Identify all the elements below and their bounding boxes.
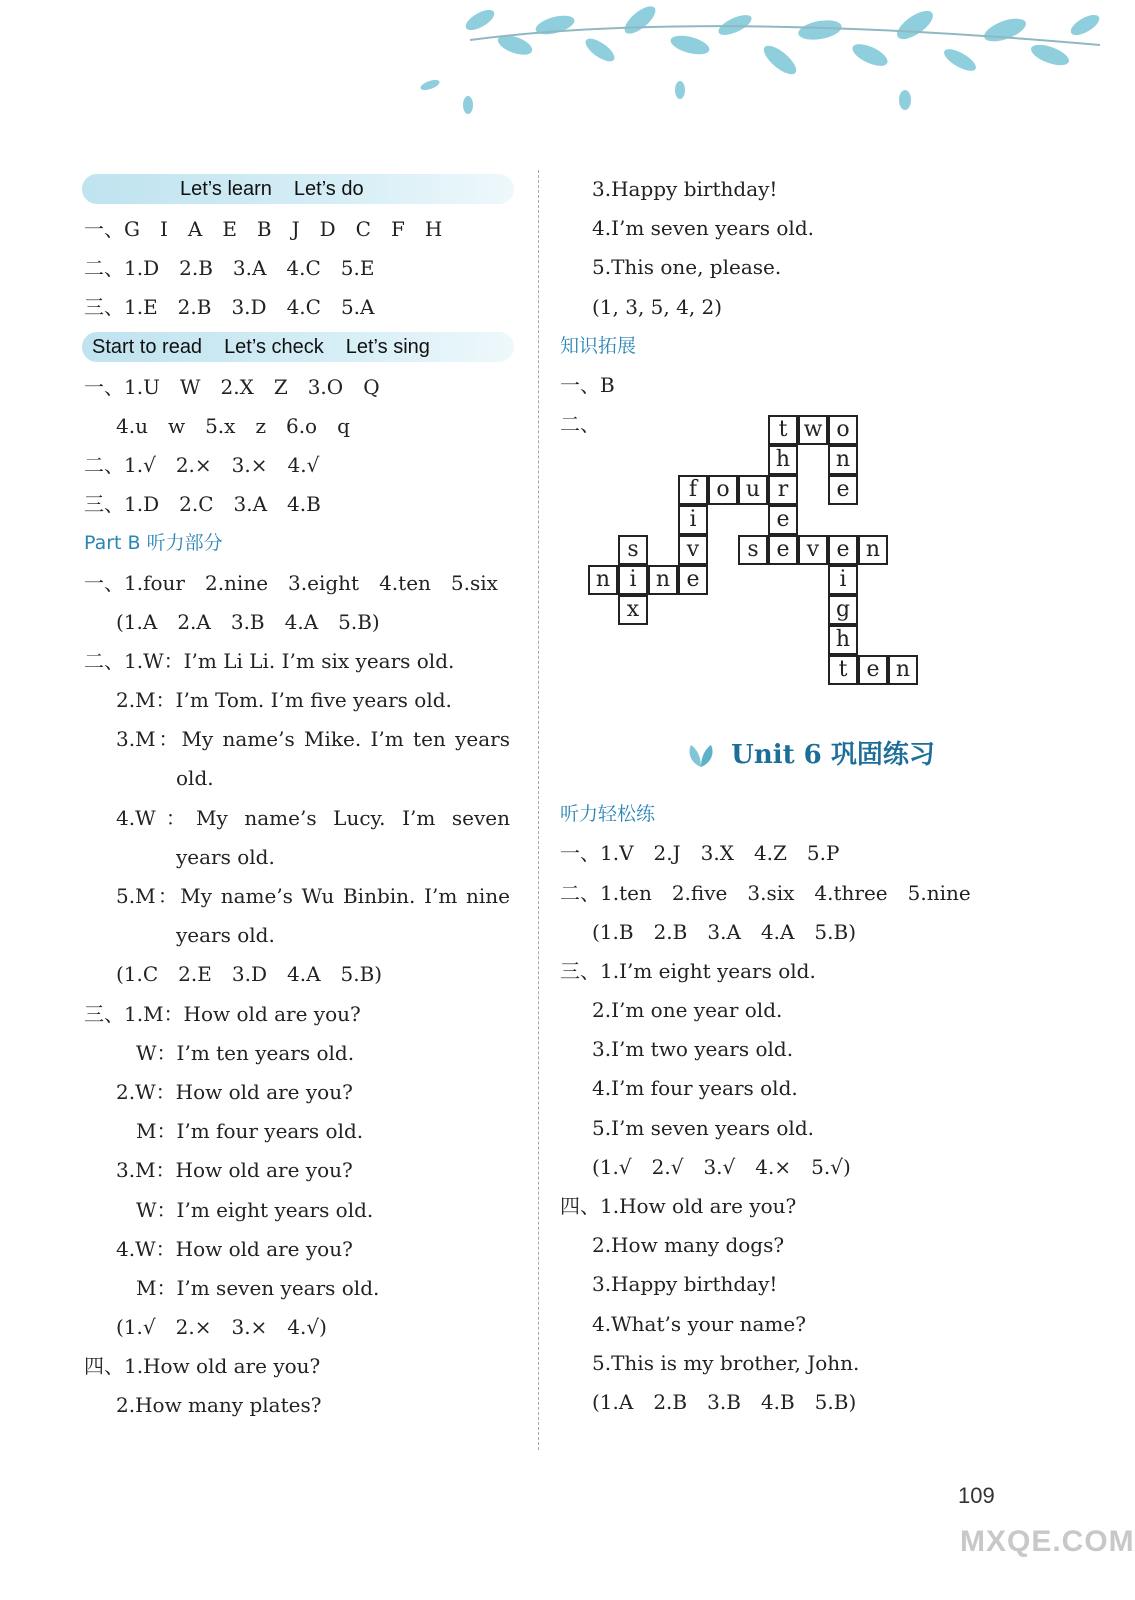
part-b-heading: Part B 听力部分	[84, 532, 223, 555]
column-divider	[538, 170, 539, 1450]
crossword-cell: t	[768, 415, 798, 445]
right-column	[560, 170, 1060, 1422]
crossword-cell: w	[798, 415, 828, 445]
crossword-cell: t	[828, 655, 858, 685]
answer-line: 三、1.D 2.C 3.A 4.B	[84, 492, 321, 517]
answer-line: (1.B 2.B 3.A 4.A 5.B)	[592, 919, 856, 944]
crossword-cell: e	[828, 535, 858, 565]
crossword-cell: u	[738, 475, 768, 505]
answer-line: 4.I’m four years old.	[592, 1076, 798, 1101]
band-label: Start to read	[92, 335, 203, 358]
crossword-cell: e	[768, 535, 798, 565]
answer-line: M：I’m four years old.	[136, 1119, 364, 1144]
answer-line: W：I’m ten years old.	[136, 1040, 355, 1065]
answer-line: 一、1.V 2.J 3.X 4.Z 5.P	[560, 841, 840, 866]
band-label: Let’s check	[224, 335, 324, 358]
crossword-cell: v	[678, 535, 708, 565]
crossword-cell: n	[858, 535, 888, 565]
crossword-cell: f	[678, 475, 708, 505]
crossword-cell: n	[888, 655, 918, 685]
unit-title-text: Unit 6 巩固练习	[731, 740, 935, 771]
answer-line: 5.This is my brother, John.	[592, 1350, 860, 1375]
answer-line: (1, 3, 5, 4, 2)	[592, 294, 723, 319]
answer-line: 5.I’m seven years old.	[592, 1115, 814, 1140]
answer-line: old.	[176, 766, 214, 791]
crossword-cell: n	[828, 445, 858, 475]
answer-line: 三、1.M：How old are you?	[84, 1001, 361, 1026]
answer-line: W：I’m eight years old.	[136, 1197, 374, 1222]
answer-line: 4.W：How old are you?	[116, 1236, 353, 1261]
answer-line: (1.√ 2.× 3.× 4.√)	[116, 1315, 327, 1340]
crossword-cell: n	[648, 565, 678, 595]
section-band-lets-learn	[82, 174, 514, 204]
crossword-cell: g	[828, 595, 858, 625]
answer-line: 3.M：How old are you?	[116, 1158, 353, 1183]
answer-line: years old.	[176, 923, 275, 948]
answer-line: 2.W：How old are you?	[116, 1079, 353, 1104]
crossword-cell: e	[678, 565, 708, 595]
knowledge-extension-heading: 知识拓展	[560, 334, 637, 357]
answer-line: 2.M：I’m Tom. I’m five years old.	[116, 688, 452, 713]
crossword-cell: r	[768, 475, 798, 505]
watermark: MXQE.COM	[960, 1525, 1135, 1558]
page-number: 109	[958, 1483, 995, 1508]
answer-line: 3.Happy birthday!	[592, 177, 778, 201]
answer-line: 2.How many dogs?	[592, 1233, 785, 1258]
unit-title	[560, 715, 1060, 795]
answer-line: 5.M：My name’s Wu Binbin. I’m nine	[116, 884, 510, 908]
leaf-decoration	[0, 0, 1109, 130]
answer-line: 4.What’s your name?	[592, 1311, 806, 1336]
crossword-cell: o	[828, 415, 858, 445]
answer-line: (1.A 2.A 3.B 4.A 5.B)	[116, 609, 380, 634]
answer-line: (1.√ 2.√ 3.√ 4.× 5.√)	[592, 1154, 851, 1179]
answer-line: M：I’m seven years old.	[136, 1275, 380, 1300]
crossword-cell: s	[738, 535, 768, 565]
answer-line: 三、1.I’m eight years old.	[560, 958, 816, 983]
answer-line: 一、1.four 2.nine 3.eight 4.ten 5.six	[84, 570, 498, 595]
answer-line: 2.How many plates?	[116, 1393, 322, 1418]
crossword-cell: x	[618, 595, 648, 625]
crossword-cell: e	[858, 655, 888, 685]
answer-line: 3.I’m two years old.	[592, 1037, 794, 1062]
answer-line: years old.	[176, 844, 275, 869]
answer-line: 3.Happy birthday!	[592, 1272, 778, 1297]
crossword-cell: i	[678, 505, 708, 535]
answer-line: 三、1.E 2.B 3.D 4.C 5.A	[84, 295, 375, 320]
answer-line: 2.I’m one year old.	[592, 998, 783, 1023]
leaf-icon	[685, 743, 717, 769]
band-label: Let’s sing	[345, 335, 430, 358]
answer-line: 二、1.D 2.B 3.A 4.C 5.E	[84, 256, 375, 281]
band-label: Let’s do	[293, 178, 364, 200]
crossword-cell: v	[798, 535, 828, 565]
answer-line: 二、	[560, 412, 600, 437]
answer-line: 4.I’m seven years old.	[592, 216, 814, 241]
listening-heading: 听力轻松练	[560, 803, 656, 826]
crossword-cell: h	[768, 445, 798, 475]
answer-line: (1.C 2.E 3.D 4.A 5.B)	[116, 962, 383, 987]
band-label: Let’s learn	[180, 178, 272, 200]
answer-line: 一、G I A E B J D C F H	[84, 217, 443, 241]
left-column	[84, 170, 514, 1426]
answer-line: 一、B	[560, 372, 615, 397]
answer-line: (1.A 2.B 3.B 4.B 5.B)	[592, 1389, 857, 1414]
crossword-cell: o	[708, 475, 738, 505]
answer-line: 5.This one, please.	[592, 255, 782, 280]
answer-line: 二、1.W：I’m Li Li. I’m six years old.	[84, 648, 455, 673]
crossword-cell: i	[828, 565, 858, 595]
answer-line: 四、1.How old are you?	[560, 1194, 797, 1218]
crossword-cell: e	[828, 475, 858, 505]
answer-line: 4.u w 5.x z 6.o q	[116, 413, 350, 438]
crossword-cell: n	[588, 565, 618, 595]
answer-line: 二、1.ten 2.five 3.six 4.three 5.nine	[560, 880, 971, 905]
crossword-cell: h	[828, 625, 858, 655]
answer-line: 4.W：My name’s Lucy. I’m seven	[116, 805, 510, 830]
crossword-cell: i	[618, 565, 648, 595]
answer-line: 二、1.√ 2.× 3.× 4.√	[84, 452, 320, 477]
answer-line: 四、1.How old are you?	[84, 1354, 321, 1379]
answer-line: 3.M：My name’s Mike. I’m ten years	[116, 727, 510, 752]
answer-line: 一、1.U W 2.X Z 3.O Q	[84, 374, 380, 399]
crossword-cell: e	[768, 505, 798, 535]
section-band-start-to-read	[82, 332, 514, 362]
crossword-cell: s	[618, 535, 648, 565]
crossword-area	[560, 405, 1060, 715]
